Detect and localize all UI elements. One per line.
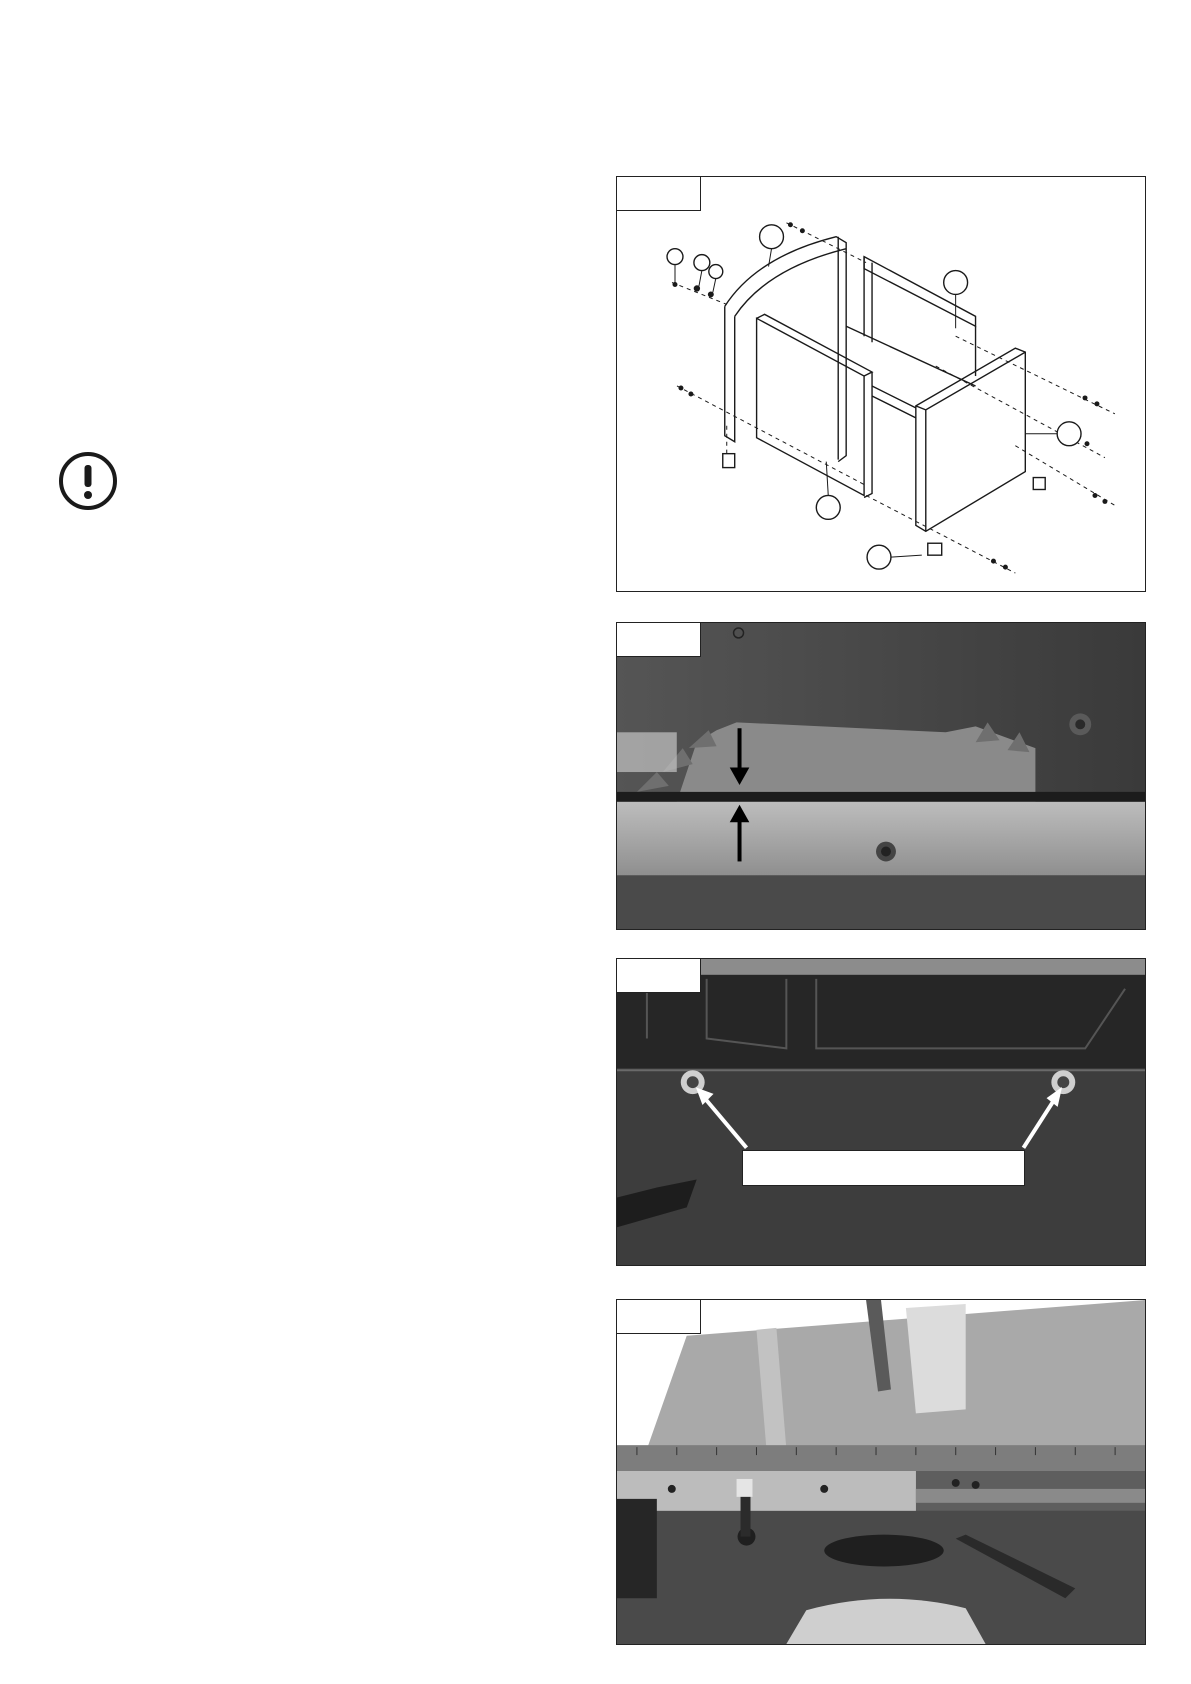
rip-fence-photo [617, 1300, 1145, 1644]
figure-blade-gap [616, 622, 1146, 930]
stand-assembly-drawing [617, 177, 1145, 591]
figure-label [617, 1300, 701, 1334]
figure-stand-assembly [616, 176, 1146, 592]
figure-label [617, 959, 701, 993]
figure-rip-fence [616, 1299, 1146, 1645]
warning-exclamation-icon [58, 451, 118, 511]
figure-table-screws [616, 958, 1146, 1266]
blade-gap-photo [617, 623, 1145, 929]
screw-callout-label [742, 1150, 1025, 1186]
figure-label [617, 177, 701, 211]
figure-label [617, 623, 701, 657]
table-screws-photo [617, 959, 1145, 1265]
